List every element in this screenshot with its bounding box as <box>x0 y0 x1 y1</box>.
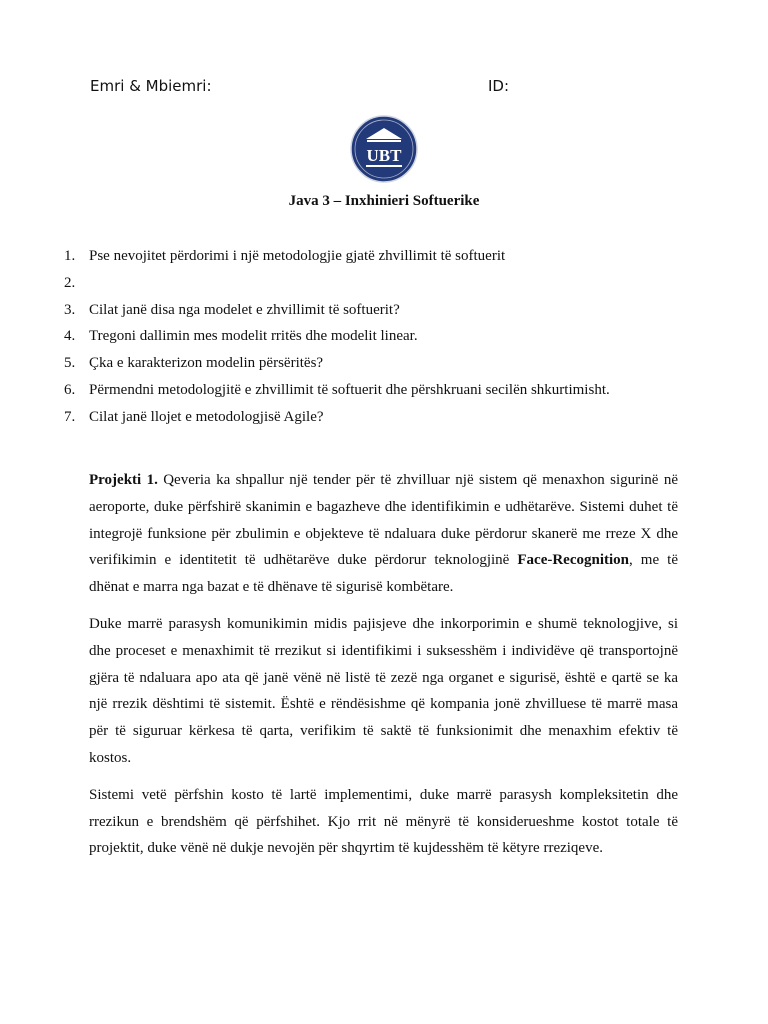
question-number: 5. <box>64 355 76 372</box>
question-text: Përmendni metodologjitë e zhvillimit të softuerit dhe përshkruani secilën shkurtimisht. <box>89 381 610 398</box>
question-number: 6. <box>64 381 76 398</box>
project-section <box>89 467 678 872</box>
project-paragraph-1 <box>89 467 678 601</box>
question-number: 4. <box>64 328 76 345</box>
question-list <box>64 245 704 433</box>
list-item <box>64 272 704 299</box>
ubt-logo <box>350 115 418 183</box>
list-item <box>64 299 704 326</box>
list-item <box>64 245 704 272</box>
question-text: Çka e karakterizon modelin përsëritës? <box>89 355 324 372</box>
list-item <box>64 406 704 433</box>
project-text-part-1: Qeveria ka shpallur një tender për të zhvilluar një sistem që menaxhon sigurinë në aeroporte, duke përfshirë skanimin e bagazheve dhe identifikimin e udhëtarëve. Sistemi duhet të integrojë funksione për zbulimin e objekteve të ndaluara duke përdorur skanerë me rreze X dhe verifikimin e identitetit të udhëtarëve duke përdorur teknologjinë <box>89 472 678 569</box>
list-item <box>64 325 704 352</box>
question-text: Cilat janë disa nga modelet e zhvillimit të softuerit? <box>89 301 400 318</box>
id-label: ID: <box>488 77 510 95</box>
question-number: 3. <box>64 301 76 318</box>
face-recognition-term: Face-Recognition <box>517 552 630 569</box>
question-text: Tregoni dallimin mes modelit rritës dhe modelit linear. <box>89 328 418 345</box>
question-text: Cilat janë llojet e metodologjisë Agile? <box>89 408 324 425</box>
question-number: 7. <box>64 408 76 425</box>
list-item <box>64 379 704 406</box>
logo-text: UBT <box>366 146 402 165</box>
name-label: Emri & Mbiemri: <box>90 77 212 95</box>
project-label: Projekti 1. <box>89 472 158 488</box>
project-paragraph-3: Sistemi vetë përfshin kosto të lartë implementimi, duke marrë parasysh kompleksitetin dhe rrezikun e brendshëm që përfshihet. Kjo rrit në mënyrë të konsiderueshme kostot totale të projektit, duke vënë në dukje nevojën për shqyrtim të kujdesshëm të këtyre rreziqeve. <box>89 786 678 857</box>
project-paragraph-2: Duke marrë parasysh komunikimin midis pajisjeve dhe inkorporimin e shumë teknologjive, si dhe proceset e menaxhimit të rrezikut si identifikimi i suksesshëm i individëve që transportojnë gjëra të ndaluara apo ata që janë vënë në listë të zezë nga organet e sigurisë, është e qartë se ka një rrezik dështimi të sistemit. Është e rëndësishme që kompania jonë zhvilluese të marrë masa për të siguruar kërkesa të qarta, verifikim të saktë të funksionimit dhe menaxhim efektiv të kostos. <box>89 615 678 766</box>
page-title: Java 3 – Inxhinieri Softuerike <box>288 193 480 209</box>
question-number: 2. <box>64 274 76 291</box>
project-text-part-2: , me të dhënat e marra nga bazat e të dhënave të sigurisë kombëtare. <box>89 552 678 596</box>
list-item <box>64 352 704 379</box>
question-number: 1. <box>64 248 76 264</box>
question-text: Pse nevojitet përdorimi i një metodologjie gjatë zhvillimit të softuerit <box>89 248 506 264</box>
